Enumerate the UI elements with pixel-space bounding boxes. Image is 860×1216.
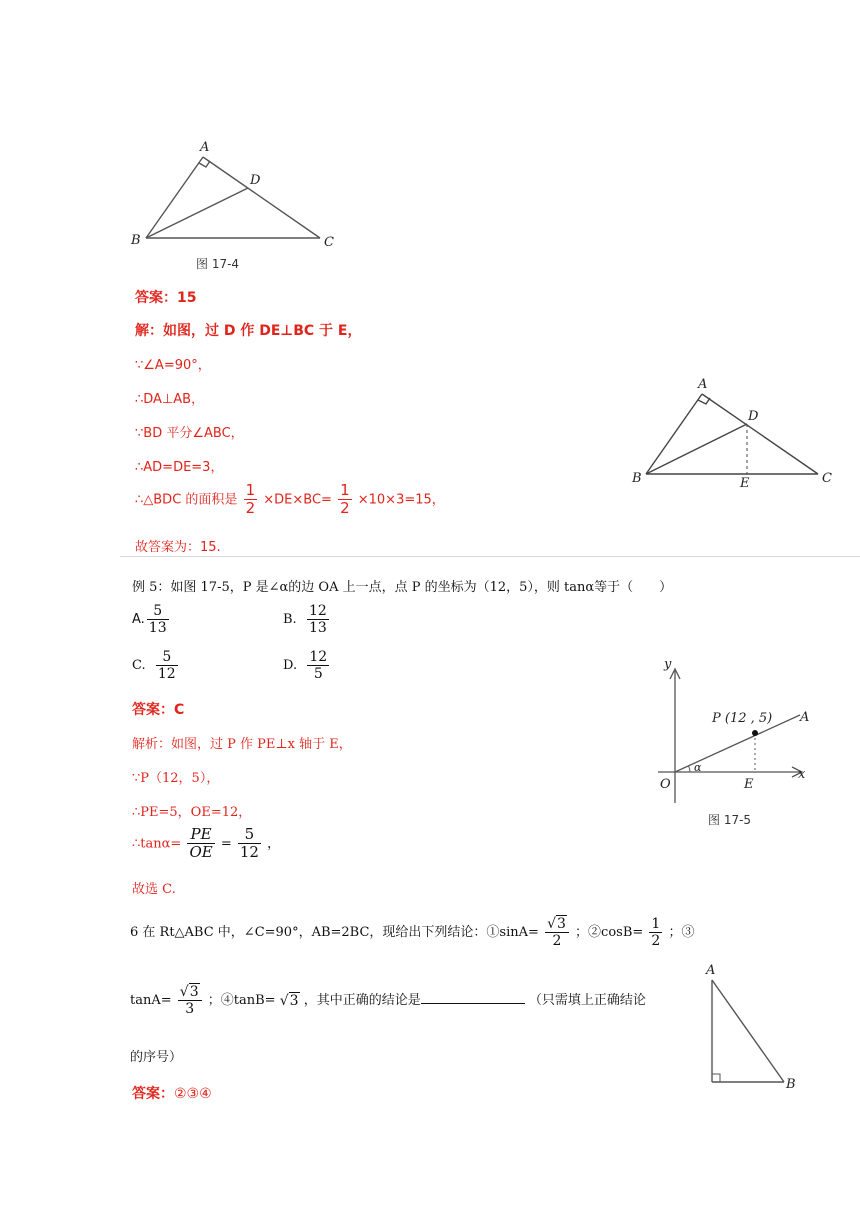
fig17-5-label-e: E [744,777,754,792]
ex5-option-b: B. $\frac{12}{13}$ [283,603,327,637]
fig17-4-label-c: C [324,235,334,250]
fig17-4b-label-d: D [748,409,759,424]
fig17-5-caption: 图 17-5 [708,813,752,827]
fig-ex6-label-a: A [706,963,716,978]
figure-ex6-triangle [696,960,806,1095]
ex4-line1: 解：如图，过 D 作 DE⊥BC 于 E， [135,323,362,339]
ex5-question: 例 5：如图 17-5，P 是∠α的边 OA 上一点，点 P 的坐标为（12，5），则 tanα等于（ ） [132,580,673,595]
fig17-4-caption: 图 17-4 [196,257,240,271]
fig17-5-label-o: O [660,777,671,792]
ex5-analysis4: ∴tanα= $\frac{PE}{OE}$ = $\frac{5}{12}$ ， [132,825,281,862]
ex4-line6: ∴△BDC 的面积是 $\frac{1}{2}$ ×DE×BC= $\frac{1}{2}$ ×10×3=15， [135,481,445,518]
ex5-answer: 答案：C [132,702,185,718]
ex6-line2: tanA= $\frac{√3}{3}$ ；④tanB= √3 ，其中正确的结论是 （只需填上正确结论 [130,984,646,1018]
ex5-option-a: A. $\frac{5}{13}$ [132,603,167,637]
ex5-final: 故选 C. [132,882,176,897]
ex5-option-d: D. $\frac{12}{5}$ [283,649,328,683]
fig17-5-label-alpha: α [694,761,702,774]
fig17-5-label-x: x [798,767,806,782]
fig17-4b-label-c: C [822,471,832,486]
ex5-analysis1: 解析：如图，过 P 作 PE⊥x 轴于 E， [132,737,352,752]
ex5-analysis3: ∴PE=5，OE=12， [132,805,252,820]
ex4-line3: ∴DA⊥AB， [135,392,205,407]
ex6-line3: 的序号） [130,1050,183,1065]
figure-17-5 [650,655,820,830]
fig17-4-label-a: A [200,140,210,155]
fig17-5-label-a: A [800,710,810,725]
fig17-4b-label-b: B [632,471,642,486]
figure-17-4-solution [626,372,841,492]
ex5-option-c: C. $\frac{5}{12}$ [132,649,176,683]
fig-ex6-label-b: B [786,1077,796,1092]
ex6-answer-blank [421,989,525,1004]
section-divider [120,556,860,557]
ex4-line4: ∵BD 平分∠ABC， [135,426,244,441]
ex6-answer: 答案：②③④ [132,1086,212,1102]
ex4-final: 故答案为：15. [135,540,221,555]
ex4-line5: ∴AD=DE=3， [135,460,224,475]
fig17-4-label-b: B [131,233,141,248]
fig17-5-label-p: P (12 , 5) [712,711,773,726]
fig17-5-label-y: y [664,657,672,672]
fig17-4b-label-a: A [698,377,708,392]
fig17-4b-label-e: E [740,476,750,491]
ex5-analysis2: ∵P（12，5）， [132,771,220,786]
ex4-answer: 答案：15 [135,290,197,306]
ex4-line2: ∵∠A=90°， [135,358,211,373]
figure-17-4 [128,138,358,278]
ex6-line1: 6 在 Rt△ABC 中，∠C=90°，AB=2BC，现给出下列结论：①sinA= $\frac{√3}{2}$ ；②cosB= $\frac{1}{2}$ ；③ [130,916,695,950]
fig17-4-label-d: D [250,173,261,188]
